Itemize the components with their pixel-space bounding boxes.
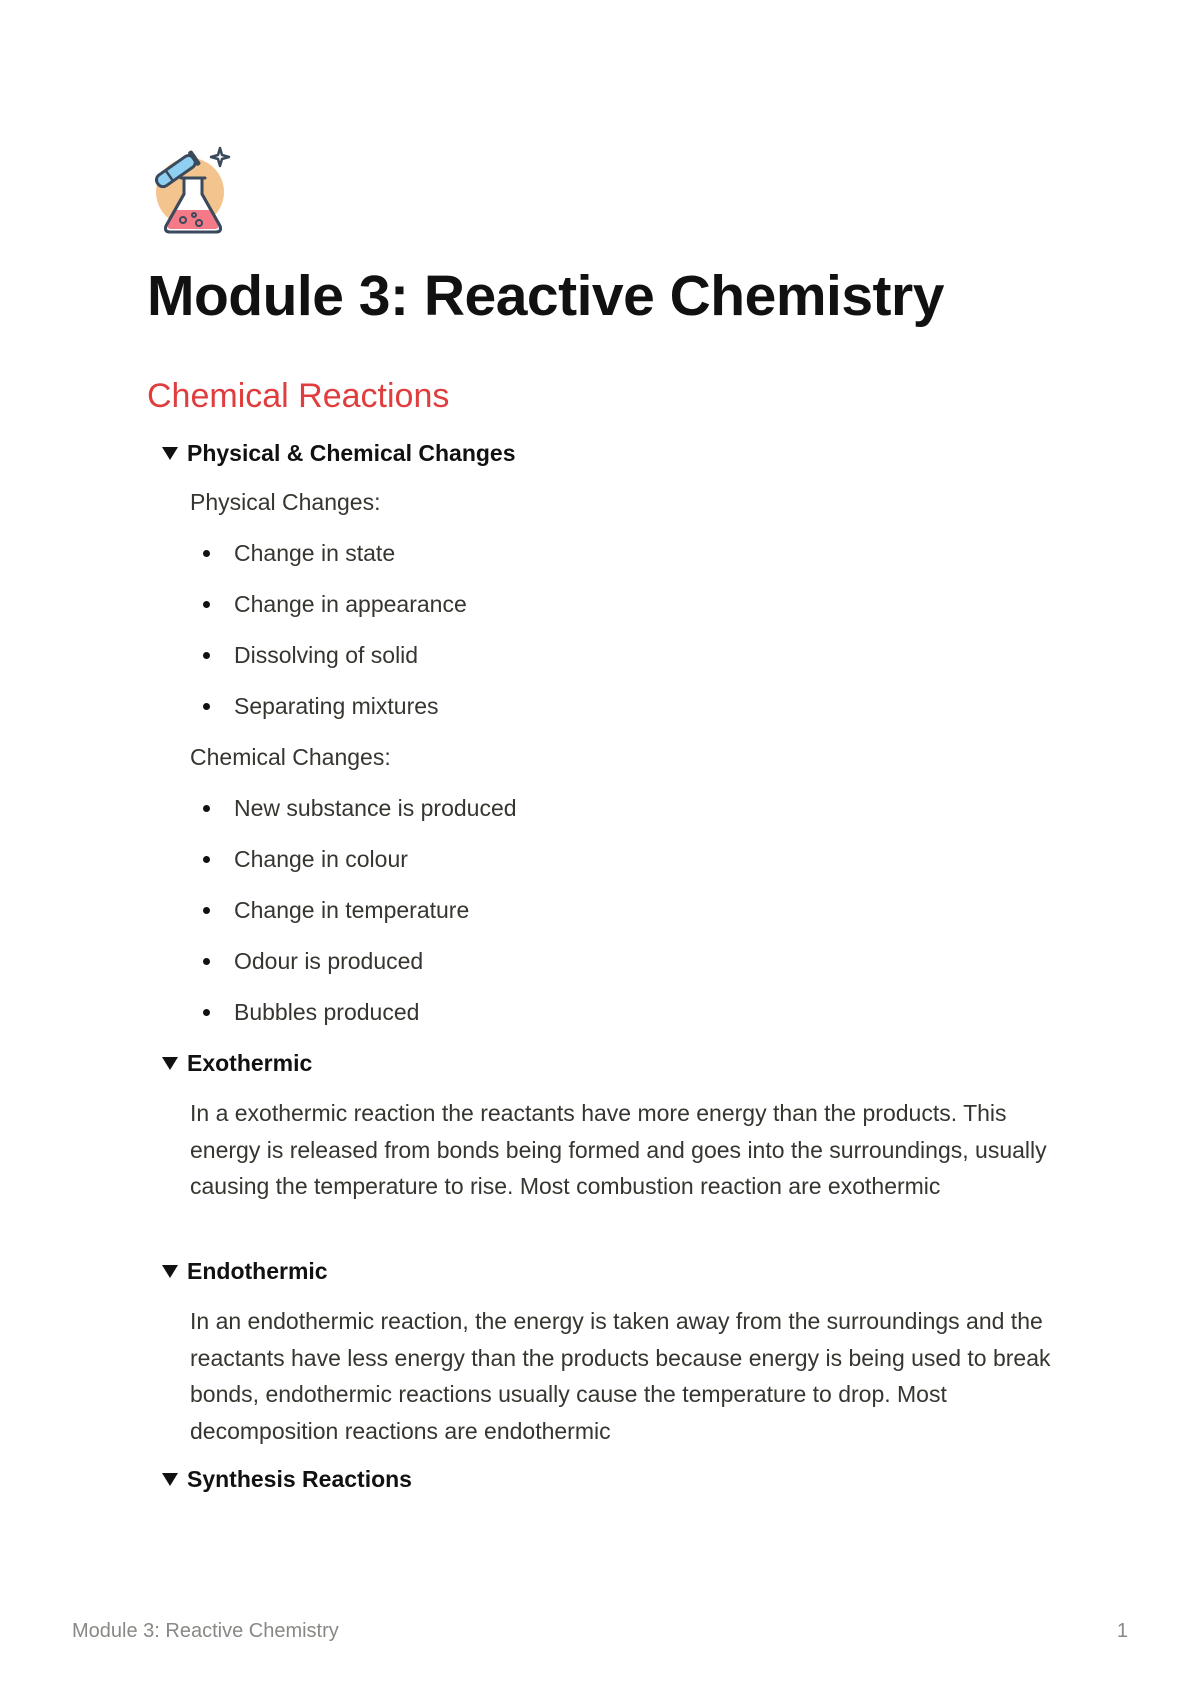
bullet-dot-icon — [203, 856, 210, 863]
toggle-label: Exothermic — [187, 1050, 313, 1076]
toggle-exothermic[interactable] — [162, 1046, 312, 1080]
toggle-label: Physical & Chemical Changes — [187, 440, 516, 466]
footer-page-number: 1 — [1116, 1620, 1128, 1642]
chemistry-flask-icon — [150, 142, 234, 236]
bullet-dot-icon — [203, 652, 210, 659]
section-heading: Chemical Reactions — [147, 377, 450, 415]
toggle-triangle-icon[interactable] — [162, 1473, 178, 1486]
toggle-triangle-icon[interactable] — [162, 1057, 178, 1070]
toggle-physical-chemical-changes[interactable] — [162, 436, 516, 470]
bullet-dot-icon — [203, 958, 210, 965]
toggle-label: Synthesis Reactions — [187, 1466, 412, 1492]
toggle-synthesis-reactions[interactable] — [162, 1462, 412, 1496]
endothermic-paragraph: In an endothermic reaction, the energy is taken away from the surroundings and the reactants have less energy than the products because energy is being used to break bonds, endothermic reactions usually cause the temperature to drop. Most decomposition reactions are endothermic — [190, 1308, 1051, 1444]
bullet-dot-icon — [203, 550, 210, 557]
toggle-endothermic[interactable] — [162, 1254, 328, 1288]
physical-changes-label: Physical Changes: — [190, 489, 381, 515]
bullet-dot-icon — [203, 907, 210, 914]
footer-title: Module 3: Reactive Chemistry — [72, 1620, 339, 1642]
toggle-triangle-icon[interactable] — [162, 1265, 178, 1278]
page-title: Module 3: Reactive Chemistry — [147, 264, 944, 328]
toggle-label: Endothermic — [187, 1258, 328, 1284]
document-page: Module 3: Reactive Chemistry Chemical Reactions Physical & Chemical Changes Physical Changes: Change in state Change in appearance Dissolving of solid Separating mixtures Chemical Changes: New substance is produced Change in colour Change in temperature Odour is produced Bubbles produced Exothermic In a exothermic reaction the reactants have more energy than the products. This energy is released from bonds being formed and goes into the surroundings, usually causing the temperature to rise. Most combustion reaction are exothermic Endothermic In an endothermic reaction, the energy is taken away from the surroundings and the reactants have less energy than the products because energy is being used to break bonds, endothermic reactions usually cause the temperature to drop. Most decomposition reactions are endothermic Synthesis Reactions Module 3: Reactive Chemistry 1 — [0, 0, 1200, 1698]
bullet-dot-icon — [203, 1009, 210, 1016]
bullet-dot-icon — [203, 703, 210, 710]
exothermic-paragraph: In a exothermic reaction the reactants have more energy than the products. This energy is released from bonds being formed and goes into the surroundings, usually causing the temperature to rise. Most combustion reaction are exothermic — [190, 1100, 1047, 1199]
chemical-changes-label: Chemical Changes: — [190, 744, 391, 770]
bullet-dot-icon — [203, 805, 210, 812]
bullet-dot-icon — [203, 601, 210, 608]
toggle-triangle-icon[interactable] — [162, 447, 178, 460]
